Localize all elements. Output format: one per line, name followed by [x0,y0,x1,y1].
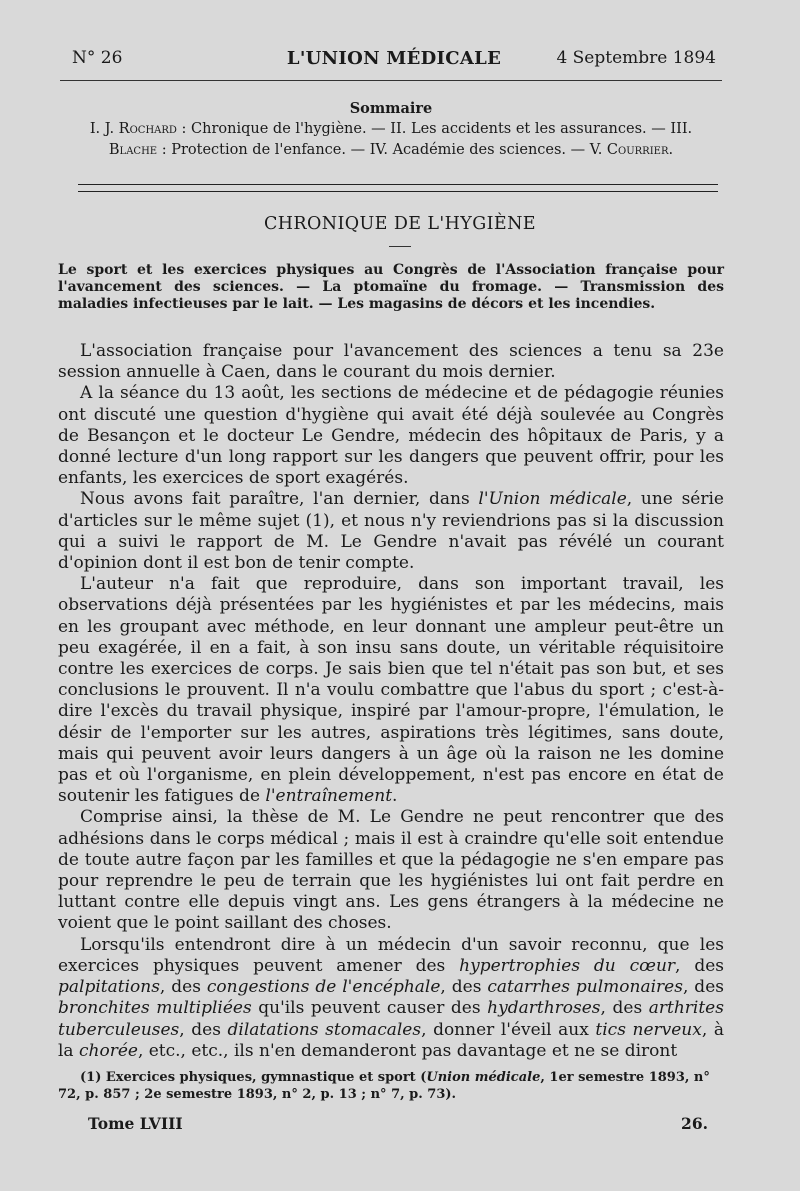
page-number: 26. [681,1114,708,1133]
paragraph: Comprise ainsi, la thèse de M. Le Gendre ne peut rencontrer que des adhésions dans le corps médical ; mais il est à craindre qu'elle soit entendue de toute autre façon par les familles et que la pédagogie ne s'en empare pas pour reprendre le peu de terrain que les hygiénistes lui ont fait perdre en luttant contre elle depuis vingt ans. Les gens étrangers à la médecine ne voient que le point saillant des choses. [58,807,724,934]
summary-title: Sommaire [349,100,433,117]
article-body [58,341,724,1062]
journal-title: L'UNION MÉDICALE [286,48,502,69]
page-footer [88,1114,708,1136]
chronicle-abstract: Le sport et les exercices physiques au Congrès de l'Association française pour l'avancement des sciences. — La ptomaïne du fromage. — Transmission des maladies infectieuses par le lait. — Les magasins de décors et les incendies. [58,262,724,312]
issue-number: N° 26 [72,48,123,68]
paragraph: A la séance du 13 août, les sections de médecine et de pédagogie réunies ont discuté une question d'hygiène qui avait été déjà soulevée au Congrès de Besançon et le docteur Le Gendre, médecin des hôpitaux de Paris, y a donné lecture d'un long rapport sur les dangers que peuvent offrir, pour les enfants, les exercices de sport exagérés. [58,383,724,489]
issue-date: 4 Septembre 1894 [556,48,716,68]
summary-author-blache: Blache [108,142,158,158]
paragraph: L'association française pour l'avancement des sciences a tenu sa 23e session annuelle à Caen, dans le courant du mois dernier. [58,341,724,383]
paragraph: L'auteur n'a fait que reproduire, dans son important travail, les observations déjà présentées par les hygiénistes et par les médecins, mais en les groupant avec méthode, en leur donnant une ampleur peut-être un peu exagérée, il en a fait, à son insu sans doute, un véritable réquisitoire contre les exercices de corps. Je sais bien que tel n'était pas son but, et ses conclusions le prouvent. Il n'a voulu combattre que l'abus du sport ; c'est-à-dire l'excès du travail physique, inspiré par l'amour-propre, l'émulation, le désir de l'emporter sur les autres, aspirations très légitimes, sans doute, mais qui peuvent avoir leurs dangers à un âge où la raison ne les domine pas et où l'organisme, en plein développement, n'est pas encore en état de soutenir les fatigues de l'entraînement. [58,574,724,807]
running-header [70,48,718,74]
summary-line-2: Blache : Protection de l'enfance. — IV. Académie des sciences. — V. Courrier. [108,142,674,158]
title-dash [389,246,411,247]
header-rule [60,80,722,81]
footnote: (1) Exercices physiques, gymnastique et sport (Union médicale, 1er semestre 1893, n° 72, p. 857 ; 2e semestre 1893, n° 2, p. 13 ; n° 7, p. 73). [58,1070,710,1102]
paragraph: Nous avons fait paraître, l'an dernier, dans l'Union médicale, une série d'articles sur le même sujet (1), et nous n'y reviendrions pas si la discussion qui a suivi le rapport de M. Le Gendre n'avait pas révélé un courant d'opinion dont il est bon de tenir compte. [58,489,724,574]
tome-label: Tome LVIII [88,1114,183,1133]
summary-block [60,100,722,161]
summary-author-rochard: Rochard [118,121,177,137]
paragraph: Lorsqu'ils entendront dire à un médecin d'un savoir reconnu, que les exercices physiques peuvent amener des hypertrophies du cœur, des palpitations, des congestions de l'encéphale, des catarrhes pulmonaires, des bronchites multipliées qu'ils peuvent causer des hydarthroses, des arthrites tuberculeuses, des dilatations stomacales, donner l'éveil aux tics nerveux, à la chorée, etc., etc., ils n'en demanderont pas davantage et ne se diront [58,934,724,1061]
summary-line-1: I. J. Rochard : Chronique de l'hygiène. — II. Les accidents et les assurances. — III. [89,121,693,137]
chronicle-title: CHRONIQUE DE L'HYGIÈNE [263,214,536,234]
section-divider [78,184,718,192]
